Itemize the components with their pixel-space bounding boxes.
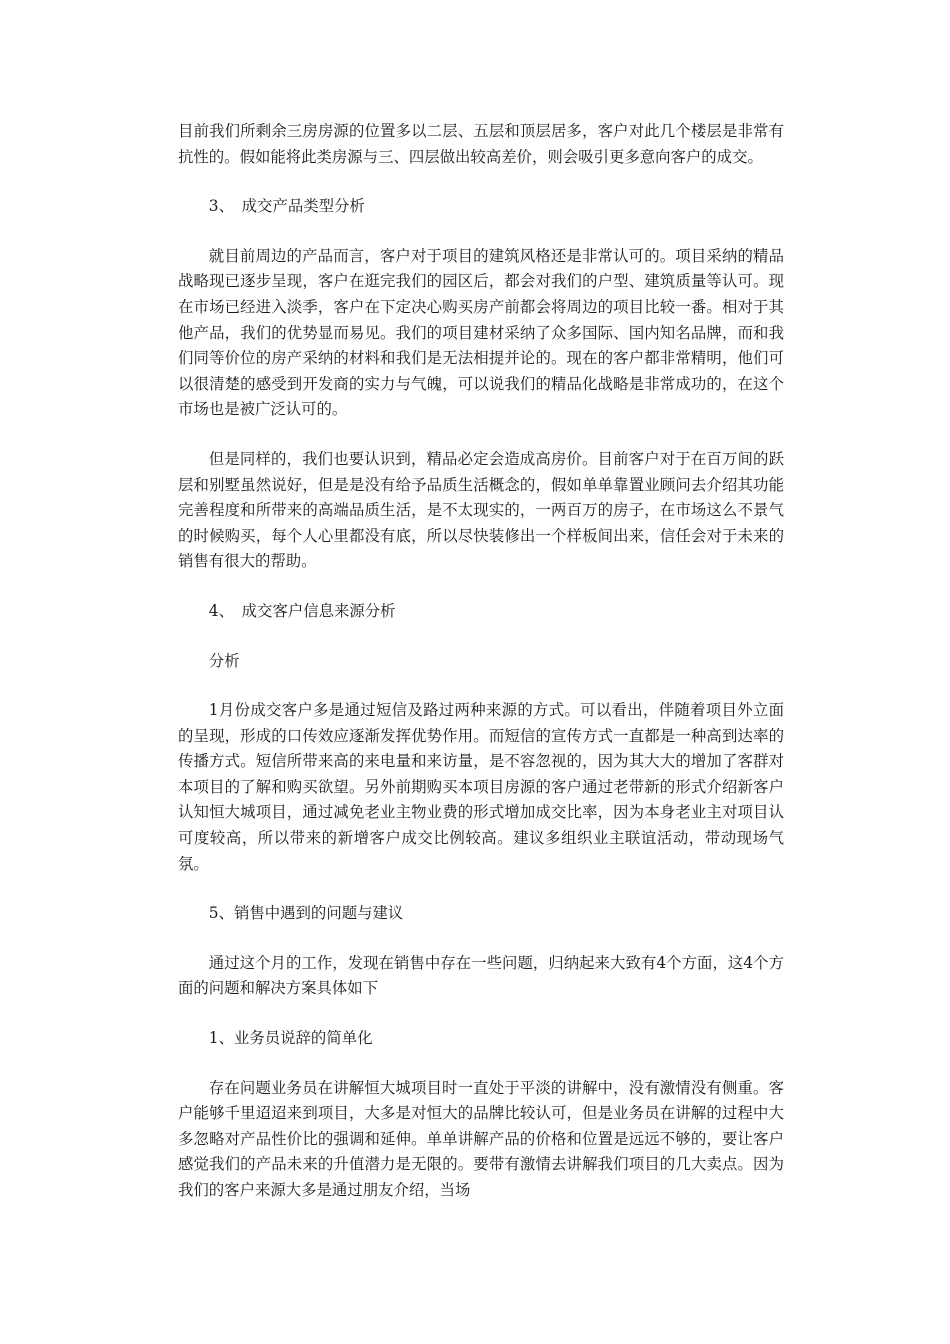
paragraph-product-analysis: 就目前周边的产品而言，客户对于项目的建筑风格还是非常认可的。项目采纳的精品战略现已逐步呈现，客户在逛完我们的园区后，都会对我们的户型、建筑质量等认可。现在市场已经进入淡季，客户在下定决心购买房产前都会将周边的项目比较一番。相对于其他产品，我们的优势显而易见。我们的项目建材采纳了众多国际、国内知名品牌，而和我们同等价位的房产采纳的材料和我们是无法相提并论的。现在的客户都非常精明，他们可以很清楚的感受到开发商的实力与气魄，可以说我们的精品化战略是非常成功的，在这个市场也是被广泛认可的。 — [178, 246, 784, 419]
section-heading-customer-source: 4、 成交客户信息来源分析 — [208, 601, 396, 620]
section-heading-product-type: 3、 成交产品类型分析 — [208, 197, 365, 216]
subheading-salesperson-pitch: 1、业务员说辞的简单化 — [208, 1029, 373, 1048]
paragraph-source-analysis: 1月份成交客户多是通过短信及路过两种来源的方式。可以看出，伴随着项目外立面的呈现，形成的口传效应逐渐发挥优势作用。而短信的宣传方式一直都是一种高到达率的传播方式。短信所带来高的来电量和来访量，是不容忽视的，因为其大大的增加了客群对本项目的了解和购买欲望。另外前期购买本项目房源的客户通过老带新的形式介绍新客户认知恒大城项目，通过减免老业主物业费的形式增加成交比率，因为本身老业主对项目认可度较高，所以带来的新增客户成交比例较高。建议多组织业主联谊活动，带动现场气氛。 — [178, 701, 784, 873]
document-body — [178, 119, 784, 1228]
paragraph-high-price: 但是同样的，我们也要认识到，精品必定会造成高房价。目前客户对于在百万间的跃层和别墅虽然说好，但是是没有给予品质生活概念的，假如单单靠置业顾问去介绍其功能完善程度和所带来的高端品质生活，是不太现实的，一两百万的房子，在市场这么不景气的时候购买，每个人心里都没有底，所以尽快装修出一个样板间出来，信任会对于未来的销售有很大的帮助。 — [178, 449, 784, 571]
paragraph-remaining-units: 目前我们所剩余三房房源的位置多以二层、五层和顶层居多，客户对此几个楼层是非常有抗性的。假如能将此类房源与三、四层做出较高差价，则会吸引更多意向客户的成交。 — [178, 122, 784, 166]
section-heading-problems: 5、销售中遇到的问题与建议 — [208, 904, 404, 923]
paragraph-problems-intro: 通过这个月的工作，发现在销售中存在一些问题，归纳起来大致有4个方面，这4个方面的问题和解决方案具体如下 — [178, 953, 784, 998]
subheading-analysis: 分析 — [208, 651, 240, 670]
paragraph-salesperson-issue: 存在问题业务员在讲解恒大城项目时一直处于平淡的讲解中，没有激情没有侧重。客户能够千里迢迢来到项目，大多是对恒大的品牌比较认可，但是业务员在讲解的过程中大多忽略对产品性价比的强调和延伸。单单讲解产品的价格和位置是远远不够的，要让客户感觉我们的产品未来的升值潜力是无限的。要带有激情去讲解我们项目的几大卖点。因为我们的客户来源大多是通过朋友介绍，当场 — [178, 1078, 784, 1199]
